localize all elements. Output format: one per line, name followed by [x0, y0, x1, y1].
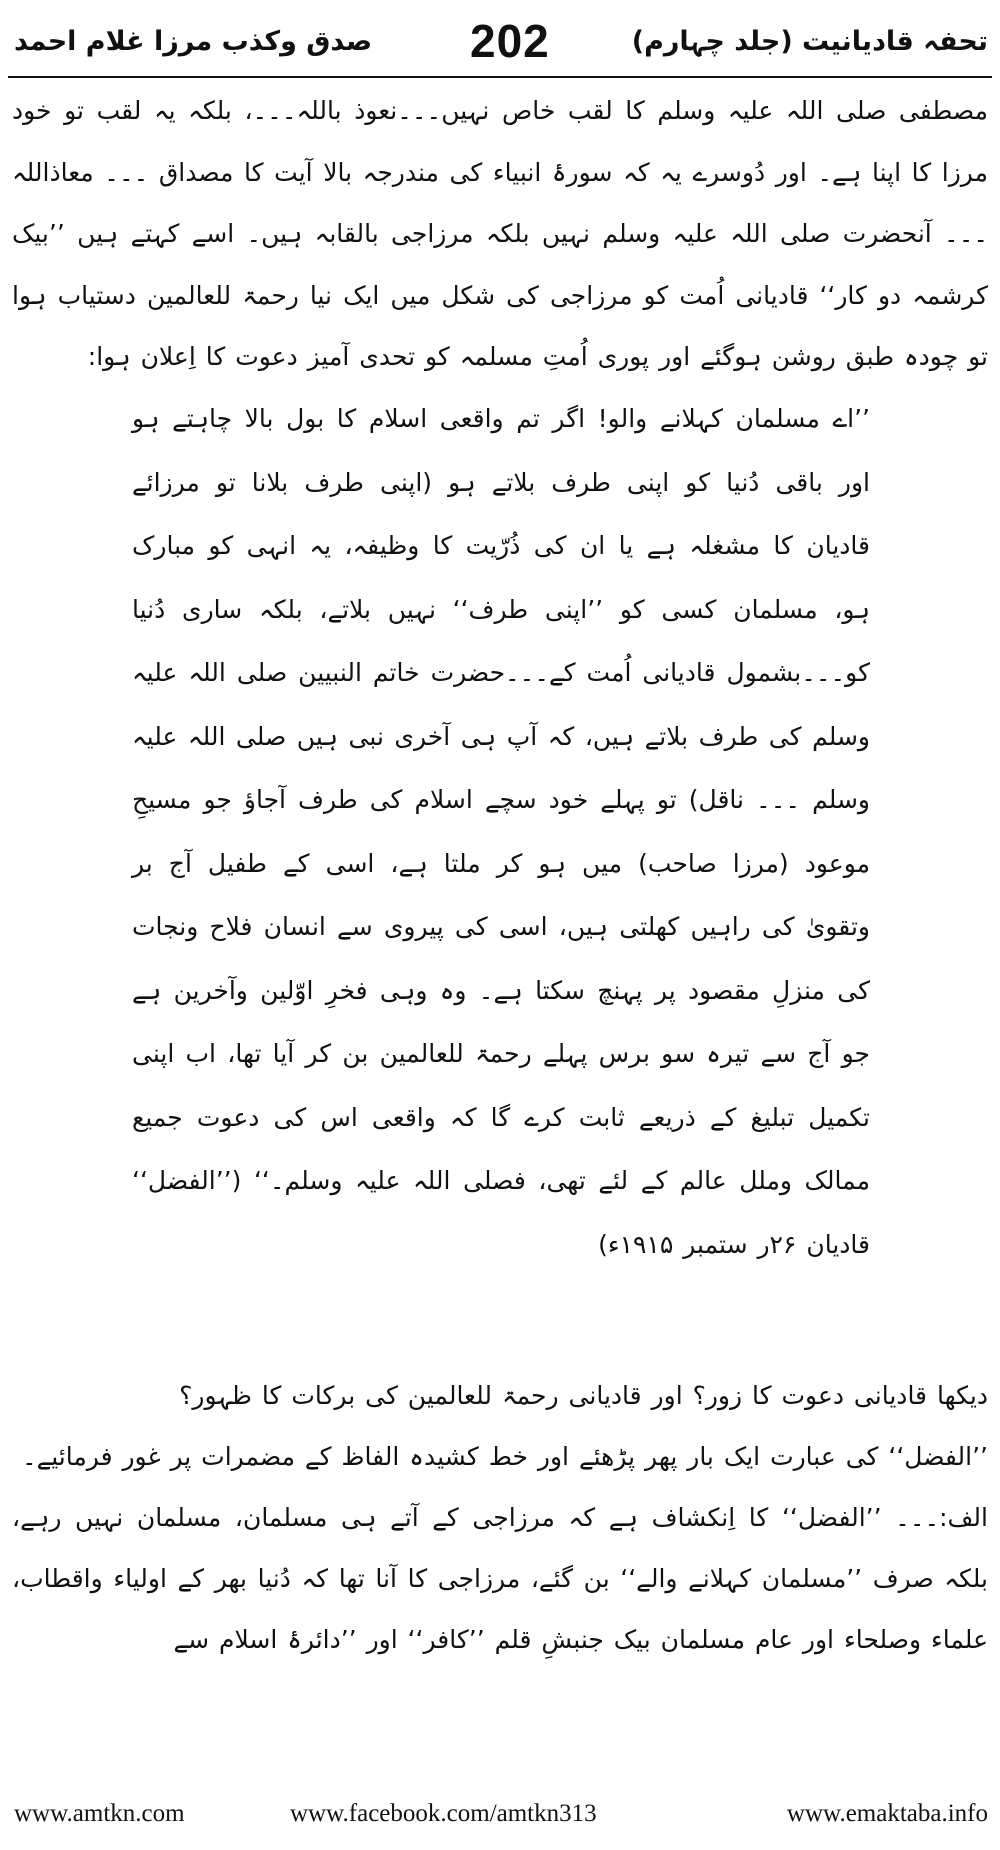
- paragraph: الف:۔۔۔ ’’الفضل‘‘ کا اِنکشاف ہے کہ مرزاجی کے آتے ہی مسلمان، مسلمان نہیں رہے، بلکہ صرف ’’مسلمان کہلانے والے‘‘ بن گئے، مرزاجی کا آنا تھا کہ دُنیا بھر کے اولیاء واقطاب، علماء وصلحاء اور عام مسلمان بیک جنبشِ قلم ’’کافر‘‘ اور ’’دائرۂ اسلام سے: [12, 1503, 988, 1654]
- footer-link-amtkn[interactable]: www.amtkn.com: [14, 1800, 185, 1827]
- closing-text: [12, 1365, 988, 1670]
- header-divider: [8, 76, 992, 78]
- footer-link-emaktaba[interactable]: www.emaktaba.info: [786, 1800, 988, 1827]
- paragraph: ’’الفضل‘‘ کی عبارت ایک بار پھر پڑھئے اور خط کشیدہ الفاظ کے مضمرات پر غور فرمائیے۔: [21, 1442, 988, 1471]
- paragraph: دیکھا قادیانی دعوت کا زور؟ اور قادیانی رحمۃ للعالمین کی برکات کا ظہور؟: [179, 1381, 988, 1410]
- footer-link-facebook[interactable]: www.facebook.com/amtkn313: [290, 1800, 597, 1827]
- quote-paragraph: ’’اے مسلمان کہلانے والو! اگر تم واقعی اسلام کا بول بالا چاہتے ہو اور باقی دُنیا کو اپنی طرف بلاتے ہو (اپنی طرف بلانا تو مرزائے قادیان کا مشغلہ ہے یا ان کی ذُرّیت کا وظیفہ، یہ انہی کو مبارک ہو، مسلمان کسی کو ’’اپنی طرف‘‘ نہیں بلاتے، بلکہ ساری دُنیا کو۔۔۔بشمول قادیانی اُمت کے۔۔۔حضرت خاتم النبیین صلی اللہ علیہ وسلم کی طرف بلاتے ہیں، کہ آپ ہی آخری نبی ہیں صلی اللہ علیہ وسلم ۔۔۔ ناقل) تو پہلے خود سچے اسلام کی طرف آجاؤ جو مسیحِ موعود (مرزا صاحب) میں ہو کر ملتا ہے، اسی کے طفیل آج بر وتقویٰ کی راہیں کھلتی ہیں، اسی کی پیروی سے انسان فلاح ونجات کی منزلِ مقصود پر پہنچ سکتا ہے۔ وہ وہی فخرِ اوّلین وآخرین ہے جو آج سے تیرہ سو برس پہلے رحمۃ للعالمین بن کر آیا تھا، اب اپنی تکمیل تبلیغ کے ذریعے ثابت کرے گا کہ واقعی اس کی دعوت جمیع ممالک وملل عالم کے لئے تھی، فصلی اللہ علیہ وسلم۔‘‘ (’’الفضل‘‘ قادیان ۲۶ر ستمبر ۱۹۱۵ء): [132, 404, 870, 1259]
- chapter-title: صدق وکذب مرزا غلام احمد: [14, 26, 373, 57]
- paragraph: مصطفی صلی اللہ علیہ وسلم کا لقب خاص نہیں۔۔۔نعوذ باللہ۔۔۔، بلکہ یہ لقب تو خود مرزا کا اپنا ہے۔ اور دُوسرے یہ کہ سورۂ انبیاء کی مندرجہ بالا آیت کا مصداق ۔۔۔ معاذاللہ ۔۔۔ آنحضرت صلی اللہ علیہ وسلم نہیں بلکہ مرزاجی بالقابہ ہیں۔ اسے کہتے ہیں ’’بیک کرشمہ دو کار‘‘ قادیانی اُمت کو مرزاجی کی شکل میں ایک نیا رحمۃ للعالمین دستیاب ہوا تو چودہ طبق روشن ہوگئے اور پوری اُمتِ مسلمہ کو تحدی آمیز دعوت کا اِعلان ہوا:: [12, 96, 988, 371]
- quoted-passage: [132, 387, 870, 1276]
- page-header: [0, 14, 1000, 74]
- page-number: 202: [470, 15, 550, 67]
- book-title: تحفہ قادیانیت (جلد چہارم): [631, 26, 988, 57]
- body-text: [12, 80, 988, 388]
- page-footer: [0, 1800, 1000, 1840]
